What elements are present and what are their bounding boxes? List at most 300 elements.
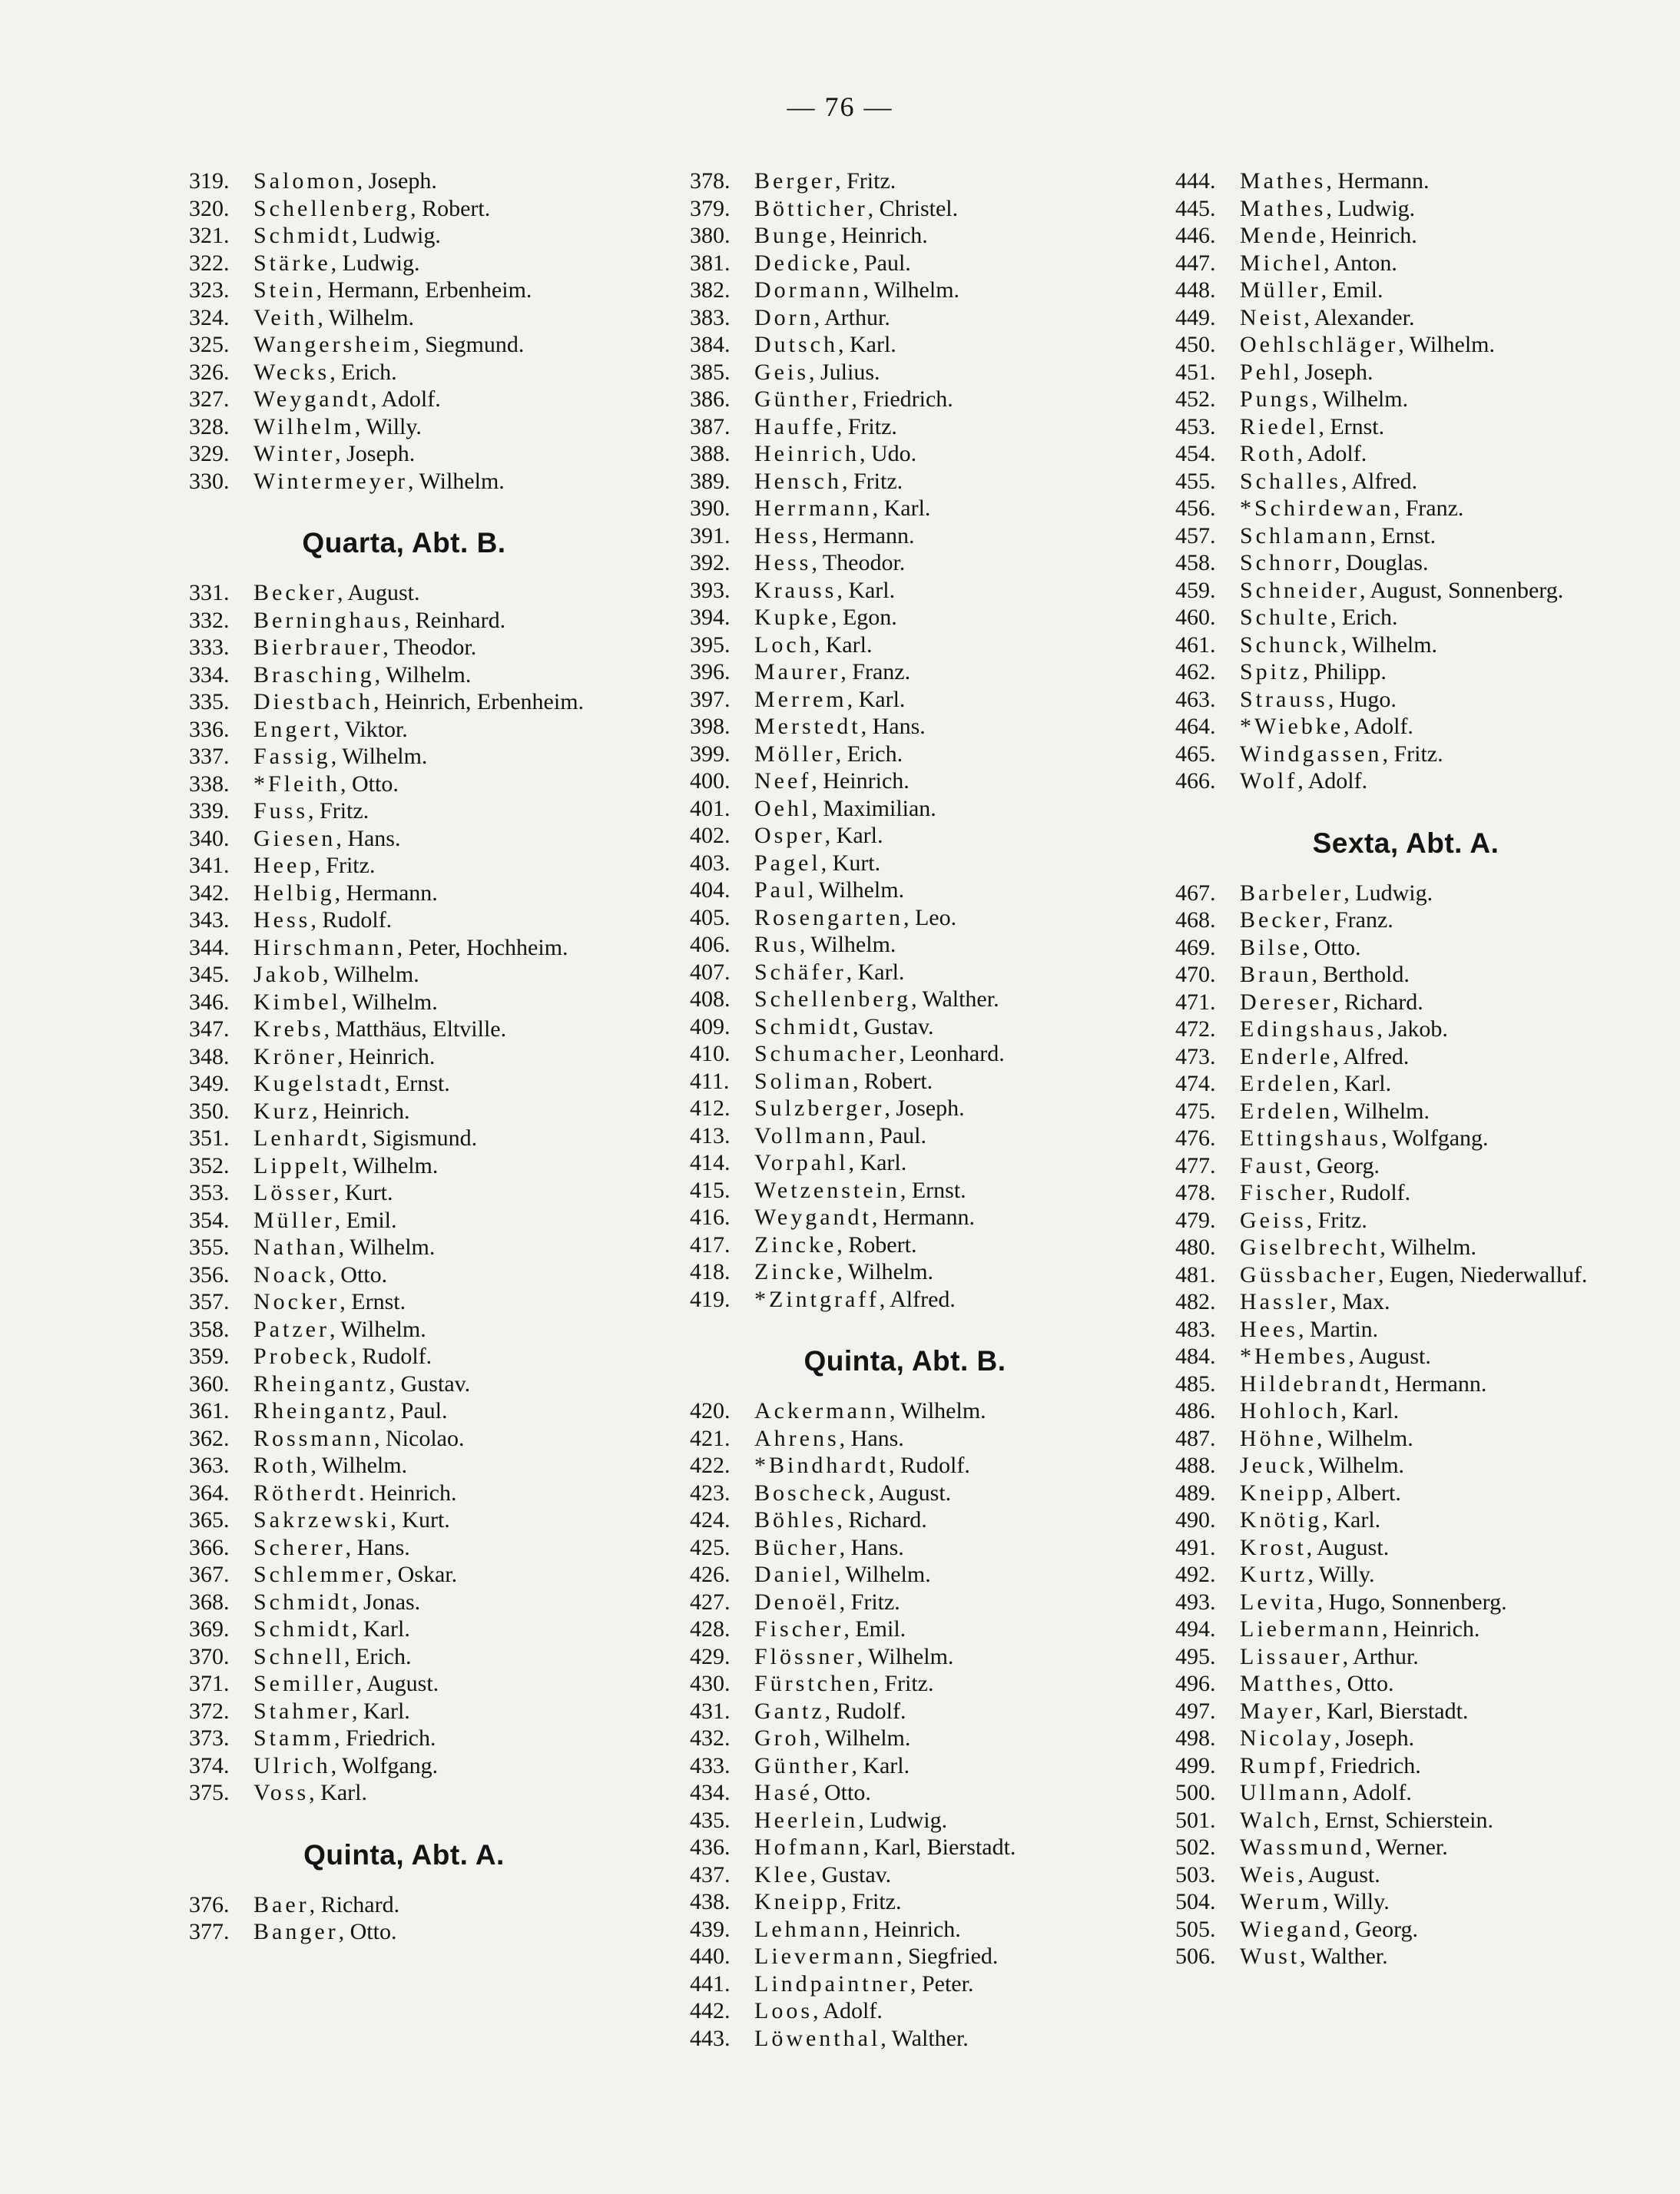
list-item <box>690 304 1212 332</box>
entry-surname: Dereser <box>1240 989 1334 1015</box>
entry-surname: Nicolay <box>1240 1725 1334 1751</box>
entry-number: 401. <box>690 795 731 821</box>
entry-given-names: , Anton. <box>1323 250 1397 276</box>
entry-given-names: , August. <box>356 1671 439 1696</box>
entry-given-names: , Wilhelm. <box>1307 1453 1405 1478</box>
entry-surname: Voss <box>253 1780 310 1805</box>
list-item <box>690 522 1212 550</box>
entry-number: 471. <box>1175 989 1216 1015</box>
list-item <box>690 931 1212 959</box>
entry-surname: Daniel <box>754 1562 834 1587</box>
list-item <box>690 1122 1212 1150</box>
entry-number: 336. <box>189 716 230 742</box>
entry-given-names: , Arthur. <box>813 304 890 330</box>
entry-name <box>1240 1779 1680 1807</box>
entry-name <box>1240 1888 1680 1916</box>
class-heading: Quinta, Abt. B. <box>804 1345 1006 1377</box>
entry-number: 395. <box>690 631 731 658</box>
entry-surname: Stamm <box>253 1725 335 1751</box>
entry-number: 485. <box>1175 1370 1216 1397</box>
entry-number: 375. <box>189 1780 230 1805</box>
entry-name <box>1240 1179 1680 1207</box>
entry-name <box>253 1534 711 1562</box>
entry-name <box>754 1452 1212 1480</box>
entry-name <box>754 822 1212 850</box>
entry-number: 451. <box>1175 359 1216 385</box>
entry-number: 496. <box>1175 1671 1216 1696</box>
entry-surname: Lösser <box>253 1180 333 1205</box>
entry-name <box>1240 686 1680 714</box>
entry-name <box>1240 522 1680 550</box>
entry-number: 340. <box>189 825 230 851</box>
entry-surname: Patzer <box>253 1316 330 1342</box>
entry-given-names: , Ernst. <box>1318 413 1385 439</box>
entry-surname: Braun <box>1240 962 1312 987</box>
entry-number: 497. <box>1175 1698 1216 1724</box>
entry-given-names: , Paul. <box>389 1398 448 1423</box>
entry-surname: Banger <box>253 1919 339 1944</box>
entry-name <box>754 604 1212 631</box>
entry-number: 455. <box>1175 468 1216 494</box>
list-item <box>690 440 1212 468</box>
entry-surname: Maurer <box>754 659 841 684</box>
entry-name <box>253 359 711 386</box>
entry-given-names: , Wilhelm. <box>799 932 896 957</box>
entry-given-names: , Robert. <box>853 1068 933 1094</box>
entry-number: 454. <box>1175 441 1216 466</box>
entry-name <box>1240 1589 1680 1616</box>
list-item <box>690 1095 1212 1122</box>
entry-given-names: , Gustav. <box>389 1370 471 1397</box>
list-item <box>1175 1425 1680 1453</box>
list-item <box>189 1043 711 1071</box>
entry-given-names: , Ludwig. <box>330 250 420 276</box>
list-item <box>690 1149 1212 1177</box>
entry-number: 502. <box>1175 1834 1216 1860</box>
entry-given-names: , Emil. <box>843 1616 906 1642</box>
list-item <box>189 1316 711 1344</box>
entry-surname: Hasé <box>754 1780 813 1805</box>
list-item <box>690 1177 1212 1205</box>
entry-given-names: , Fritz. <box>873 1671 934 1696</box>
entry-name <box>1240 658 1680 686</box>
list-item <box>690 1286 1212 1314</box>
list-item <box>690 850 1212 877</box>
entry-surname: Mayer <box>1240 1698 1316 1724</box>
entry-number: 424. <box>690 1507 731 1533</box>
entry-name <box>1240 331 1680 359</box>
entry-number: 480. <box>1175 1235 1216 1260</box>
entry-number: 478. <box>1175 1180 1216 1205</box>
entry-given-names: , August. <box>868 1480 952 1506</box>
entry-surname: Hauffe <box>754 413 837 439</box>
entry-name <box>253 1561 711 1589</box>
entry-name <box>1240 1125 1680 1152</box>
list-item <box>1175 1643 1680 1671</box>
list-item <box>1175 577 1680 605</box>
entry-surname: Werum <box>1240 1889 1323 1914</box>
entry-surname: Rötherdt <box>253 1480 359 1506</box>
list-item <box>1175 195 1680 223</box>
entry-number: 463. <box>1175 686 1216 712</box>
entry-number: 491. <box>1175 1534 1216 1560</box>
entry-surname: Hassler <box>1240 1289 1330 1314</box>
entry-surname: Bunge <box>754 223 830 248</box>
entry-name <box>1240 386 1680 413</box>
entry-surname: Mathes <box>1240 195 1327 221</box>
entry-number: 411. <box>690 1068 730 1094</box>
entry-surname: Krost <box>1240 1534 1307 1560</box>
entry-given-names: , Alfred. <box>1333 1043 1410 1069</box>
entry-name <box>1240 1861 1680 1889</box>
list-item <box>1175 250 1680 277</box>
entry-surname: Ulrich <box>253 1752 331 1778</box>
entry-given-names: , Otto. <box>1335 1671 1394 1696</box>
entry-name <box>1240 1261 1680 1289</box>
entry-given-names: , Ludwig. <box>858 1807 948 1833</box>
entry-given-names: , Gustav. <box>810 1861 892 1887</box>
list-item <box>189 1070 711 1098</box>
entry-surname: Schellenberg <box>253 195 411 221</box>
entry-surname: Engert <box>253 716 333 742</box>
entry-number: 354. <box>189 1207 230 1233</box>
entry-number: 351. <box>189 1125 230 1151</box>
entry-surname: Günther <box>754 386 852 412</box>
entry-name <box>754 1122 1212 1150</box>
entry-surname: Pagel <box>754 850 821 876</box>
entry-given-names: , Karl. <box>309 1780 367 1805</box>
entry-number: 479. <box>1175 1207 1216 1233</box>
entry-surname: Strauss <box>1240 686 1328 712</box>
entry-given-names: , Otto. <box>812 1780 871 1805</box>
entry-surname: Vollmann <box>754 1122 869 1148</box>
entry-number: 386. <box>690 386 731 412</box>
entry-name <box>754 1040 1212 1068</box>
entry-number: 489. <box>1175 1480 1216 1506</box>
entry-number: 347. <box>189 1016 230 1042</box>
entry-name <box>754 304 1212 332</box>
entry-given-names: , Heinrich. <box>811 768 910 794</box>
entry-surname: Kurz <box>253 1098 312 1124</box>
entry-surname: Schnorr <box>1240 550 1334 575</box>
entry-surname: Jeuck <box>1240 1453 1308 1478</box>
list-item <box>189 1918 711 1946</box>
entry-name <box>1240 468 1680 495</box>
entry-surname: Weygandt <box>754 1205 872 1230</box>
entry-given-names: , Wilhelm. <box>1333 1098 1430 1124</box>
entry-number: 447. <box>1175 250 1216 276</box>
entry-name <box>253 1207 711 1235</box>
entry-number: 436. <box>690 1834 731 1860</box>
entry-name <box>754 1561 1212 1589</box>
entry-given-names: , Wolfgang. <box>330 1752 439 1778</box>
entry-given-names: , Friedrich. <box>1319 1752 1421 1778</box>
entry-surname: Denoël <box>754 1589 840 1615</box>
entry-given-names: , Ernst. <box>340 1289 406 1314</box>
entry-surname: Schulte <box>1240 605 1330 630</box>
entry-name <box>1240 1316 1680 1344</box>
entry-surname: Baer <box>253 1891 310 1917</box>
entry-number: 437. <box>690 1861 731 1887</box>
entry-number: 412. <box>690 1095 731 1121</box>
entry-surname: Herrmann <box>754 495 873 521</box>
entry-surname: Sulzberger <box>754 1095 885 1121</box>
entry-surname: Wust <box>1240 1944 1301 1969</box>
entry-number: 400. <box>690 768 731 794</box>
entry-surname: Zincke <box>754 1259 837 1284</box>
entry-number: 500. <box>1175 1780 1216 1805</box>
entry-number: 457. <box>1175 522 1216 548</box>
entry-given-names: , Wilhelm. <box>833 1562 931 1587</box>
list-item <box>690 741 1212 768</box>
list-item <box>189 1452 711 1480</box>
list-item <box>690 1643 1212 1671</box>
entry-name <box>253 989 711 1016</box>
entry-number: 494. <box>1175 1616 1216 1642</box>
entry-number: 466. <box>1175 768 1216 794</box>
list-item <box>690 468 1212 495</box>
entry-name <box>754 1534 1212 1562</box>
entry-number: 504. <box>1175 1889 1216 1914</box>
entry-surname: Wetzenstein <box>754 1177 900 1203</box>
list-item <box>1175 167 1680 195</box>
entry-name <box>253 1752 711 1780</box>
entry-name <box>754 795 1212 823</box>
entry-given-names: , Max. <box>1330 1289 1390 1314</box>
entry-given-names: , Wilhelm. <box>837 1259 934 1284</box>
entry-surname: Semiller <box>253 1671 356 1696</box>
entry-surname: Rheingantz <box>253 1370 389 1397</box>
entry-given-names: , Douglas. <box>1334 550 1429 575</box>
entry-number: 498. <box>1175 1725 1216 1751</box>
entry-given-names: , Fritz. <box>1382 741 1443 767</box>
entry-number: 387. <box>690 413 731 439</box>
list-item <box>1175 304 1680 332</box>
entry-name <box>1240 1916 1680 1944</box>
list-item <box>189 1207 711 1235</box>
entry-number: 349. <box>189 1071 230 1096</box>
entry-name <box>253 1779 711 1807</box>
entry-given-names: , Ludwig. <box>1344 880 1433 906</box>
entry-name <box>1240 604 1680 631</box>
list-item <box>1175 1752 1680 1780</box>
list-item <box>690 331 1212 359</box>
entry-surname: Bierbrauer <box>253 635 383 660</box>
entry-name <box>754 877 1212 904</box>
entry-surname: Dormann <box>754 277 863 303</box>
entry-list <box>189 1891 711 1946</box>
entry-given-names: , Rudolf. <box>1329 1180 1411 1205</box>
list-item <box>189 1261 711 1289</box>
entry-given-names: , Willy. <box>1307 1562 1375 1587</box>
entry-surname: Rossmann <box>253 1425 375 1451</box>
entry-list <box>189 167 711 495</box>
entry-number: 444. <box>1175 168 1216 194</box>
entry-name <box>754 1779 1212 1807</box>
list-item <box>189 359 711 386</box>
entry-given-names: , Heinrich. <box>336 1043 436 1069</box>
entry-number: 361. <box>189 1398 230 1423</box>
list-item <box>690 767 1212 795</box>
entry-given-names: , Viktor. <box>333 716 408 742</box>
entry-given-names: , Franz. <box>1323 907 1393 933</box>
list-item <box>690 959 1212 986</box>
entry-surname: Müller <box>253 1207 335 1233</box>
list-item <box>690 1834 1212 1861</box>
entry-name <box>253 1098 711 1125</box>
list-item <box>1175 767 1680 795</box>
entry-given-names: , Egon. <box>830 605 897 630</box>
entry-number: 326. <box>189 359 230 385</box>
entry-number: 394. <box>690 605 731 630</box>
entry-surname: Kurtz <box>1240 1562 1308 1587</box>
entry-given-names: , Heinrich, Erbenheim. <box>373 689 585 714</box>
entry-given-names: , Emil. <box>1320 277 1383 303</box>
entry-name <box>253 934 711 962</box>
entry-given-names: , Alexander. <box>1304 304 1415 330</box>
entry-surname: Barbeler <box>1240 880 1344 906</box>
entry-name <box>253 1397 711 1425</box>
entry-name <box>253 1343 711 1370</box>
entry-name <box>253 880 711 907</box>
entry-name <box>253 1288 711 1316</box>
entry-given-names: , Alfred. <box>1340 468 1418 494</box>
entry-given-names: , August. <box>1348 1344 1431 1369</box>
entry-surname: Mende <box>1240 223 1320 248</box>
entry-given-names: , Ernst. <box>383 1071 450 1096</box>
entry-given-names: , Leonhard. <box>899 1041 1005 1066</box>
entry-name <box>754 386 1212 413</box>
list-item <box>189 934 711 962</box>
list-item <box>690 1534 1212 1562</box>
entry-number: 372. <box>189 1698 230 1724</box>
list-item <box>690 822 1212 850</box>
entry-surname: Schmidt <box>253 1589 353 1615</box>
entry-given-names: , Wilhelm. <box>329 1316 426 1342</box>
entry-given-names: , Wilhelm. <box>341 1152 439 1178</box>
list-item <box>189 1616 711 1643</box>
list-item <box>1175 522 1680 550</box>
list-item <box>189 1152 711 1180</box>
entry-name <box>253 1589 711 1616</box>
entry-name <box>1240 1534 1680 1562</box>
entry-surname: Klee <box>754 1861 810 1887</box>
entry-surname: Erdelen <box>1240 1098 1334 1124</box>
entry-surname: Hess <box>754 522 812 548</box>
entry-number: 409. <box>690 1013 731 1039</box>
entry-given-names: , Kurt. <box>820 850 881 876</box>
entry-name <box>1240 222 1680 250</box>
entry-surname: Lenhardt <box>253 1125 362 1151</box>
entry-given-names: , Wilhelm. <box>317 304 415 330</box>
entry-given-names: , Karl. <box>848 1150 907 1175</box>
entry-given-names: , Matthäus, Eltville. <box>323 1016 507 1042</box>
entry-given-names: , Hermann. <box>811 522 915 548</box>
entry-number: 452. <box>1175 386 1216 412</box>
list-item <box>1175 440 1680 468</box>
entry-number: 391. <box>690 522 731 548</box>
entry-name <box>1240 1643 1680 1671</box>
entry-number: 325. <box>189 332 230 357</box>
entry-given-names: , Richard. <box>837 1507 927 1533</box>
entry-name <box>754 167 1212 195</box>
entry-surname: Ackermann <box>754 1398 890 1423</box>
entry-name <box>253 195 711 223</box>
entry-surname: Schunck <box>1240 631 1341 658</box>
list-item <box>690 222 1212 250</box>
entry-name <box>253 222 711 250</box>
entry-surname: Roth <box>253 1453 311 1478</box>
entry-number: 333. <box>189 635 230 660</box>
list-item <box>1175 686 1680 714</box>
entry-name <box>253 771 711 798</box>
entry-number: 434. <box>690 1780 731 1805</box>
entry-surname: Knötig <box>1240 1507 1323 1533</box>
entry-surname: Wintermeyer <box>253 468 409 494</box>
entry-given-names: , Adolf. <box>1344 714 1413 739</box>
entry-surname: Dedicke <box>754 250 853 276</box>
entry-given-names: , Otto. <box>1302 934 1361 960</box>
entry-number: 450. <box>1175 332 1216 357</box>
list-item <box>690 1013 1212 1041</box>
list-item <box>1175 880 1680 907</box>
list-item <box>1175 1343 1680 1370</box>
entry-given-names: , Wilhelm. <box>1311 386 1409 412</box>
entry-given-names: , Joseph. <box>1334 1725 1415 1751</box>
entry-surname: Riedel <box>1240 413 1319 439</box>
list-item <box>189 1397 711 1425</box>
entry-name <box>253 250 711 277</box>
list-item <box>1175 713 1680 741</box>
entry-surname: *Wiebke <box>1240 714 1344 739</box>
entry-name <box>754 1807 1212 1834</box>
entry-name <box>754 1670 1212 1698</box>
entry-given-names: , Rudolf. <box>310 907 393 933</box>
entry-surname: Höhne <box>1240 1425 1317 1451</box>
entry-surname: Giselbrecht <box>1240 1235 1380 1260</box>
entry-surname: Pungs <box>1240 386 1312 412</box>
entry-given-names: , Wilhelm. <box>310 1453 408 1478</box>
entry-number: 414. <box>690 1150 731 1175</box>
entry-number: 380. <box>690 223 731 248</box>
entry-surname: Geis <box>754 359 809 385</box>
entry-number: 350. <box>189 1098 230 1124</box>
list-item <box>1175 1397 1680 1425</box>
class-heading: Quinta, Abt. A. <box>303 1838 505 1871</box>
list-item <box>690 1616 1212 1643</box>
entry-surname: Soliman <box>754 1068 853 1094</box>
list-item <box>690 577 1212 605</box>
entry-number: 445. <box>1175 195 1216 221</box>
entry-surname: Böhles <box>754 1507 837 1533</box>
entry-number: 365. <box>189 1507 230 1533</box>
entry-given-names: , Karl. <box>1322 1507 1381 1533</box>
entry-surname: Dutsch <box>754 332 838 357</box>
entry-name <box>754 195 1212 223</box>
entry-number: 360. <box>189 1370 230 1397</box>
entry-surname: Groh <box>754 1725 814 1751</box>
entry-number: 346. <box>189 989 230 1015</box>
entry-name <box>1240 1043 1680 1071</box>
list-item <box>1175 1480 1680 1507</box>
entry-list <box>189 579 711 1807</box>
list-item <box>1175 1561 1680 1589</box>
entry-name <box>754 1643 1212 1671</box>
entry-name <box>253 1234 711 1261</box>
entry-given-names: , Fritz. <box>836 413 897 439</box>
entry-given-names: , Wilhelm. <box>857 1643 954 1669</box>
entry-name <box>754 2025 1212 2053</box>
